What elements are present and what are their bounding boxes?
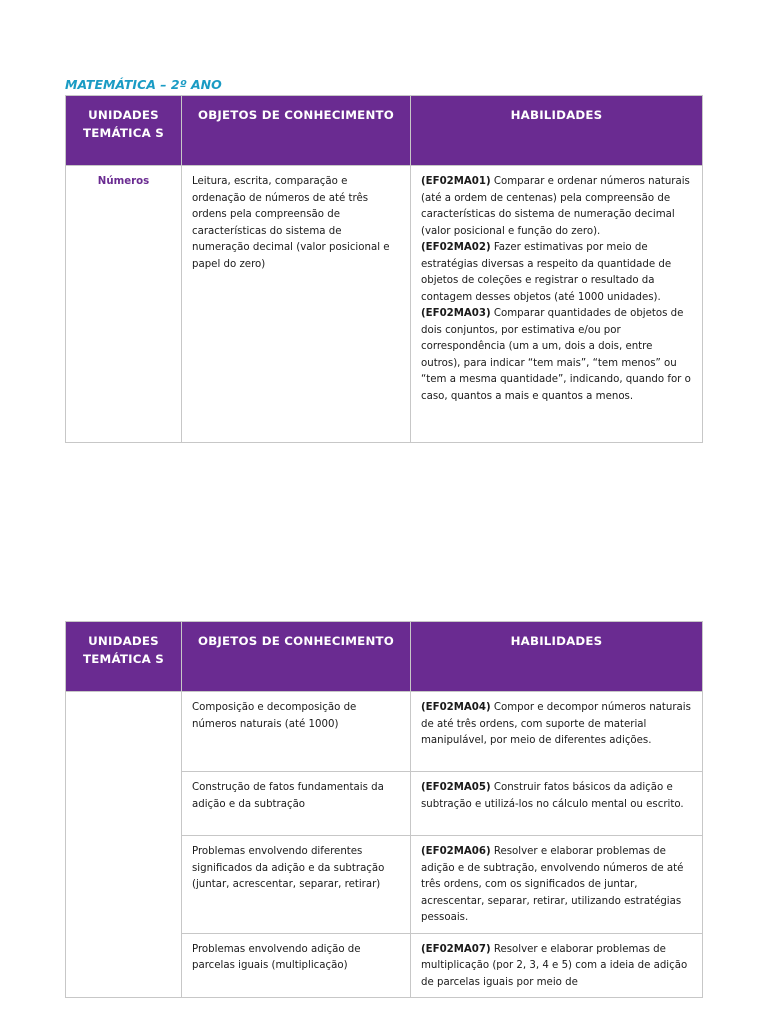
habilidades-cell: [411, 772, 703, 836]
unit-cell: Números: [66, 166, 182, 443]
skills-table-2: [65, 621, 703, 998]
skill-code: (EF02MA06): [421, 846, 491, 857]
habilidades-cell: [411, 692, 703, 772]
objeto-cell: Problemas envolvendo adição de parcelas iguais (multiplicação): [182, 933, 411, 998]
table-header-row: [66, 96, 703, 166]
skill-code: (EF02MA02): [421, 242, 491, 253]
skill-text: Compor e decompor números naturais de até três ordens, com suporte de material manipulável, por meio de diferentes adições.: [421, 702, 691, 746]
skill-text: Comparar e ordenar números naturais (até a ordem de centenas) pela compreensão de características do sistema de numeração decimal (valor posicional e função do zero).: [421, 176, 690, 237]
skill-text: Resolver e elaborar problemas de adição e de subtração, envolvendo números de até três ordens, com os significados de juntar, acrescentar, separar, retirar, utilizando estratégias pessoais.: [421, 846, 684, 923]
skill-text: Comparar quantidades de objetos de dois conjuntos, por estimativa e/ou por correspondência (um a um, dois a dois, entre outros), para indicar “tem mais”, “tem menos” ou “tem a mesma quantidade”, indicando, quando for o caso, quantos a mais e quantos a menos.: [421, 308, 691, 402]
objeto-cell: Construção de fatos fundamentais da adição e da subtração: [182, 772, 411, 836]
objeto-cell: Composição e decomposição de números naturais (até 1000): [182, 692, 411, 772]
header-objetos: OBJETOS DE CONHECIMENTO: [182, 96, 411, 166]
skill-code: (EF02MA05): [421, 782, 491, 793]
skill-text: Construir fatos básicos da adição e subtração e utilizá-los no cálculo mental ou escrito.: [421, 782, 684, 810]
objeto-cell: Problemas envolvendo diferentes significados da adição e da subtração (juntar, acrescentar, separar, retirar): [182, 836, 411, 934]
header-unidades: UNIDADES TEMÁTICA S: [66, 96, 182, 166]
skills-table-1: [65, 95, 703, 443]
table-row: [66, 166, 703, 443]
habilidades-cell: [411, 836, 703, 934]
header-habilidades: HABILIDADES: [411, 622, 703, 692]
objeto-cell: Leitura, escrita, comparação e ordenação de números de até três ordens pela compreensão de características do sistema de numeração decimal (valor posicional e papel do zero): [182, 166, 411, 443]
habilidades-cell: [411, 166, 703, 443]
skill-text: Fazer estimativas por meio de estratégias diversas a respeito da quantidade de objetos de coleções e registrar o resultado da contagem desses objetos (até 1000 unidades).: [421, 242, 672, 303]
skill-code: (EF02MA01): [421, 176, 491, 187]
habilidades-cell: [411, 933, 703, 998]
skill-code: (EF02MA03): [421, 308, 491, 319]
unit-cell: [66, 692, 182, 998]
document-title: MATEMÁTICA – 2º ANO: [65, 77, 222, 92]
skill-text: Resolver e elaborar problemas de multiplicação (por 2, 3, 4 e 5) com a ideia de adição de parcelas iguais por meio de: [421, 943, 688, 988]
table-row: [66, 692, 703, 772]
skill-code: (EF02MA04): [421, 702, 491, 713]
header-objetos: OBJETOS DE CONHECIMENTO: [182, 622, 411, 692]
header-unidades: UNIDADES TEMÁTICA S: [66, 622, 182, 692]
skill-code: (EF02MA07): [421, 943, 491, 955]
header-habilidades: HABILIDADES: [411, 96, 703, 166]
table-header-row: [66, 622, 703, 692]
